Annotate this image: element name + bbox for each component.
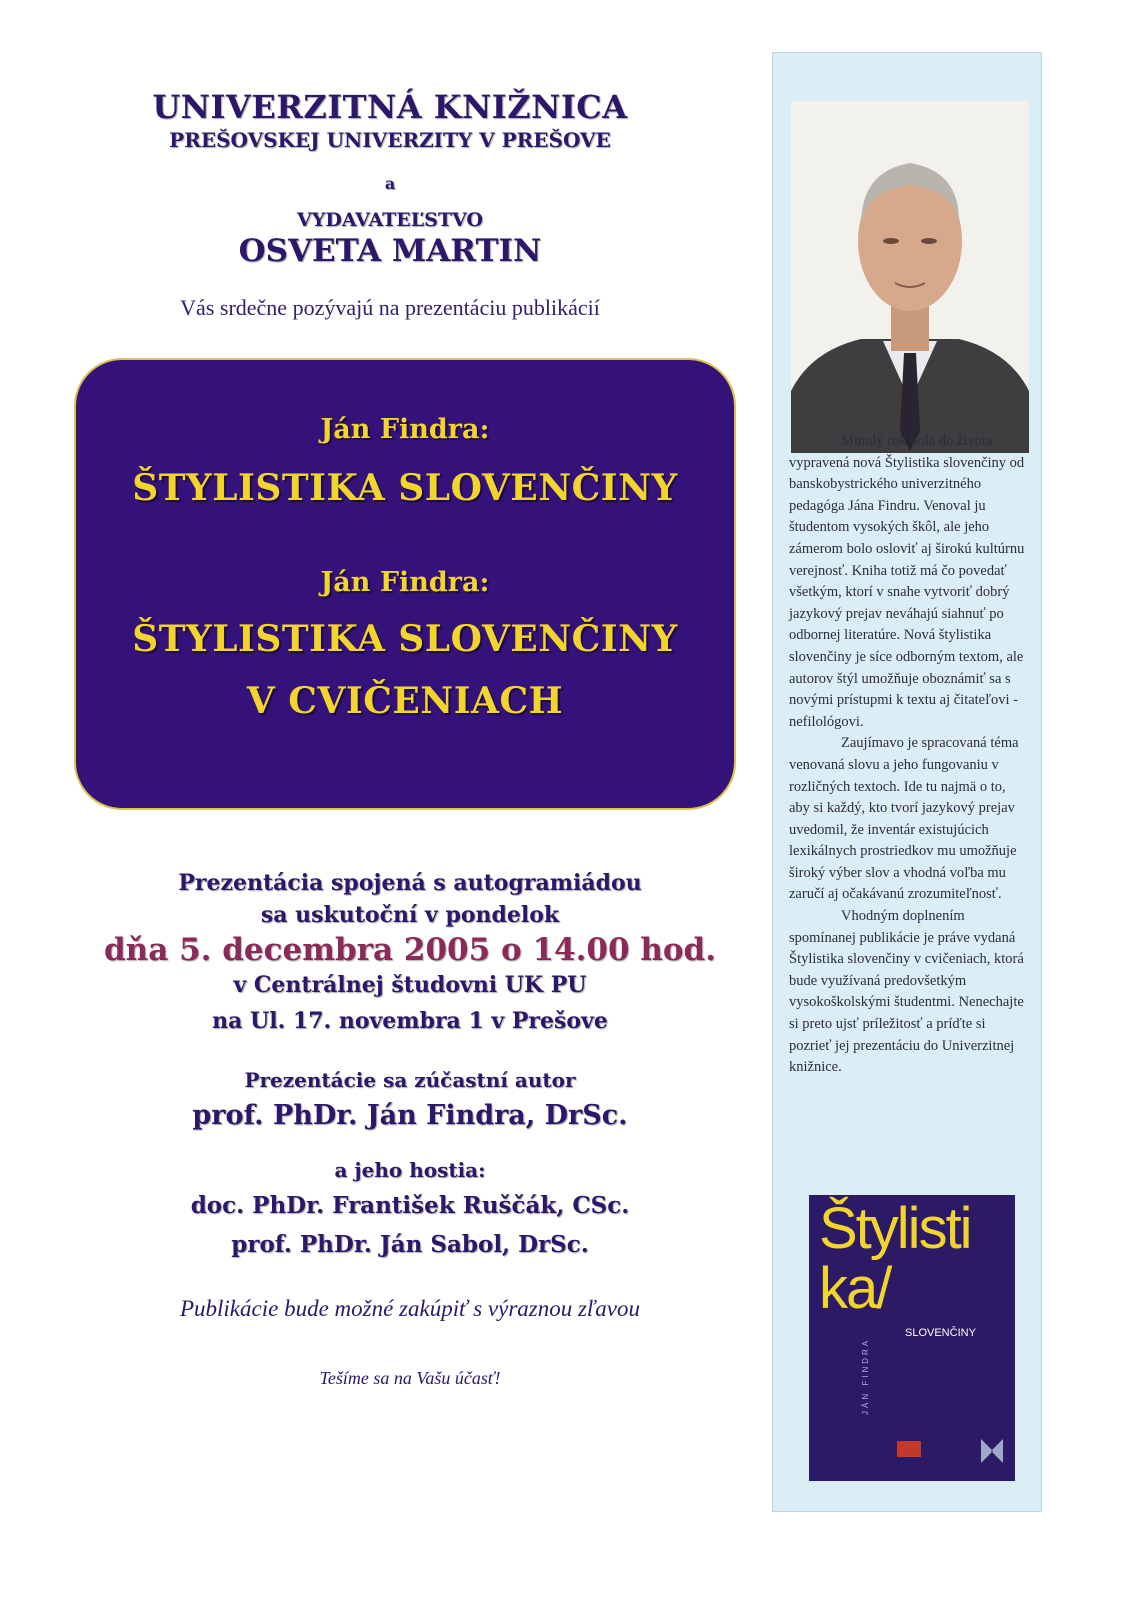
event-info <box>40 870 780 1407</box>
event-date: dňa 5. decembra 2005 o 14.00 hod. <box>103 932 717 968</box>
discount-note: Publikácie bude možné zakúpiť s výraznou zľavou <box>179 1296 641 1321</box>
closing-note: Tešíme sa na Vašu účasť! <box>319 1368 501 1388</box>
bio-paragraph: Minulý rok bola do života vypravená nová Štylistika slovenčiny od banskobystrického univerzitného pedagóga Jána Findru. Venoval ju študentom vysokých škôl, ale jeho zámerom bolo osloviť aj širokú kultúrnu verejnosť. Kniha totiž má čo povedať všetkým, ktorí v snahe vytvoriť dobrý jazykový prejav neváhajú siahnuť po odbornej literatúre. Nová štylistika slovenčiny je síce odborným textom, ale autorov štýl umožňuje oboznámiť sa s novými prístupmi k textu aj čitateľovi - nefilológovi. <box>789 433 1025 730</box>
book2-subtitle: V CVIČENIACH <box>246 680 564 722</box>
publisher-label: VYDAVATEĽSTVO <box>297 209 483 231</box>
publications-box <box>74 358 736 810</box>
book-cover-logo-icon <box>809 1195 1015 1481</box>
attendance-line: Prezentácie sa zúčastní autor <box>244 1068 576 1092</box>
header <box>40 80 740 321</box>
bio-paragraph: Vhodným doplnením spomínanej publikácie je práve vydaná Štylistika slovenčiny v cvičeniach, ktorá bude využívaná predovšetkým vysokoškolskými študentmi. Nenechajte si preto ujsť príležitosť a príďte si pozrieť jej prezentáciu do Univerzitnej knižnice. <box>789 908 1024 1076</box>
guest-1: doc. PhDr. František Ruščák, CSc. <box>190 1192 630 1219</box>
book1-author: Ján Findra: <box>320 414 490 445</box>
university-name: PREŠOVSKEJ UNIVERZITY V PREŠOVE <box>169 128 611 152</box>
book-cover <box>809 1195 1015 1481</box>
conjunction: a <box>384 174 396 193</box>
invitation-text: Vás srdečne pozývajú na prezentáciu publikácií <box>180 295 600 320</box>
venue-line: v Centrálnej študovni UK PU <box>233 972 587 998</box>
author-photo <box>791 101 1029 453</box>
address-line: na Ul. 17. novembra 1 v Prešove <box>212 1008 608 1034</box>
biography-text <box>789 431 1027 1079</box>
bio-paragraph: Zaujímavo je spracovaná téma venovaná slovu a jeho fungovaniu v rozličných textoch. Ide tu najmä o to, aby si každý, kto tvorí jazykový prejav uvedomil, že inventár existujúcich lexikálnych prostriedkov mu umožňuje široký výber slov a vhodná voľba mu zaručí aj očakávanú zrozumiteľnosť. <box>789 735 1019 903</box>
book-cover-author: JÁN FINDRA <box>861 1337 870 1415</box>
book-cover-title: Štylisti ka/ <box>819 1196 971 1321</box>
book2-title: ŠTYLISTIKA SLOVENČINY <box>132 618 678 660</box>
weekday-line: sa uskutoční v pondelok <box>260 902 560 928</box>
guests-label: a jeho hostia: <box>334 1158 486 1182</box>
presentation-line: Prezentácia spojená s autogramiádou <box>178 870 642 896</box>
publisher-name: OSVETA MARTIN <box>238 233 542 269</box>
book2-author: Ján Findra: <box>320 567 490 598</box>
library-name: UNIVERZITNÁ KNIŽNICA <box>152 88 628 126</box>
book1-title: ŠTYLISTIKA SLOVENČINY <box>132 467 678 509</box>
guest-2: prof. PhDr. Ján Sabol, DrSc. <box>231 1231 589 1258</box>
book-cover-subtitle: SLOVENČINY <box>905 1327 976 1339</box>
author-name: prof. PhDr. Ján Findra, DrSc. <box>192 1100 628 1131</box>
sidebar <box>772 52 1042 1512</box>
